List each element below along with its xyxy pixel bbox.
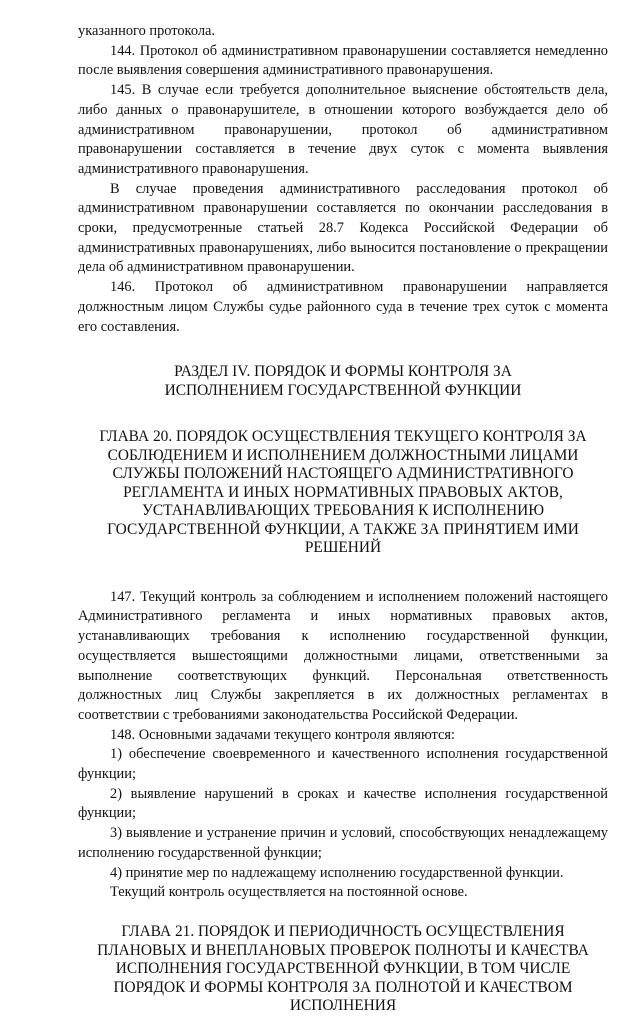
paragraph-intro-tail: указанного протокола. [78, 23, 215, 39]
paragraph-148: 148. Основными задачами текущего контроля являются: [110, 726, 456, 743]
paragraph-145-investigation: В случае проведения административного расследования протокол об административном правонарушении составляется по окончании расследования в сроки, предусмотренные статьей 28.7 Кодекса Российской Федерации об административных правонарушениях, либо выносится постановление о прекращении дела об административном правонарушении. [78, 180, 608, 276]
list-item-148-2: 2) выявление нарушений в сроках и качестве исполнения государственной функции; [78, 785, 608, 822]
list-item-148-1: 1) обеспечение своевременного и качественного исполнения государственной функции; [78, 746, 608, 783]
list-item-148-4: 4) принятие мер по надлежащему исполнению государственной функции. [110, 864, 564, 881]
chapter-20-title: ГЛАВА 20. ПОРЯДОК ОСУЩЕСТВЛЕНИЯ ТЕКУЩЕГО КОНТРОЛЯ ЗА СОБЛЮДЕНИЕМ И ИСПОЛНЕНИЕМ ДОЛЖНОСТНЫМИ ЛИЦАМИ СЛУЖБЫ ПОЛОЖЕНИЙ НАСТОЯЩЕГО АДМИНИСТРАТИВНОГО РЕГЛАМЕНТА И ИНЫХ НОРМАТИВНЫХ ПРАВОВЫХ АКТОВ, УСТАНАВЛИВАЮЩИХ ТРЕБОВАНИЯ К ИСПОЛНЕНИЮ ГОСУДАРСТВЕННОЙ ФУНКЦИИ, А ТАКЖЕ ЗА ПРИНЯТИЕМ ИМИ РЕШЕНИЙ [99, 428, 587, 557]
section-4-title: РАЗДЕЛ IV. ПОРЯДОК И ФОРМЫ КОНТРОЛЯ ЗА ИСПОЛНЕНИЕМ ГОСУДАРСТВЕННОЙ ФУНКЦИИ [164, 363, 522, 399]
paragraph-147: 147. Текущий контроль за соблюдением и исполнением положений настоящего Административного регламента и иных нормативных правовых актов, устанавливающих требования к исполнению государственной функции, осуществляется вышестоящими должностными лицами, ответственными за выполнение соответствующих функций. Персональная ответственность должностных лиц Службы закрепляется в их должностных регламентах в соответствии с требованиями законодательства Российской Федерации. [78, 588, 608, 723]
chapter-21-title: ГЛАВА 21. ПОРЯДОК И ПЕРИОДИЧНОСТЬ ОСУЩЕСТВЛЕНИЯ ПЛАНОВЫХ И ВНЕПЛАНОВЫХ ПРОВЕРОК ПОЛНОТЫ И КАЧЕСТВА ИСПОЛНЕНИЯ ГОСУДАРСТВЕННОЙ ФУНКЦИИ, В ТОМ ЧИСЛЕ ПОРЯДОК И ФОРМЫ КОНТРОЛЯ ЗА ПОЛНОТОЙ И КАЧЕСТВОМ ИСПОЛНЕНИЯ [97, 923, 589, 1014]
paragraph-145: 145. В случае если требуется дополнительное выяснение обстоятельств дела, либо данных о правонарушителе, в отношении которого возбуждается дело об административном правонарушении, протокол об административном правонарушении составляется в течение двух суток с момента выявления административного правонарушения. [78, 82, 608, 177]
paragraph-146: 146. Протокол об административном правонарушении направляется должностным лицом Службы судье районного суда в течение трех суток с момента его составления. [78, 279, 608, 335]
document-page [78, 0, 608, 1016]
paragraph-constant-basis: Текущий контроль осуществляется на постоянной основе. [110, 884, 468, 901]
paragraph-144: 144. Протокол об административном правонарушении составляется немедленно после выявления совершения административного правонарушения. [78, 42, 608, 79]
list-item-148-3: 3) выявление и устранение причин и условий, способствующих ненадлежащему исполнению государственной функции; [78, 825, 608, 861]
